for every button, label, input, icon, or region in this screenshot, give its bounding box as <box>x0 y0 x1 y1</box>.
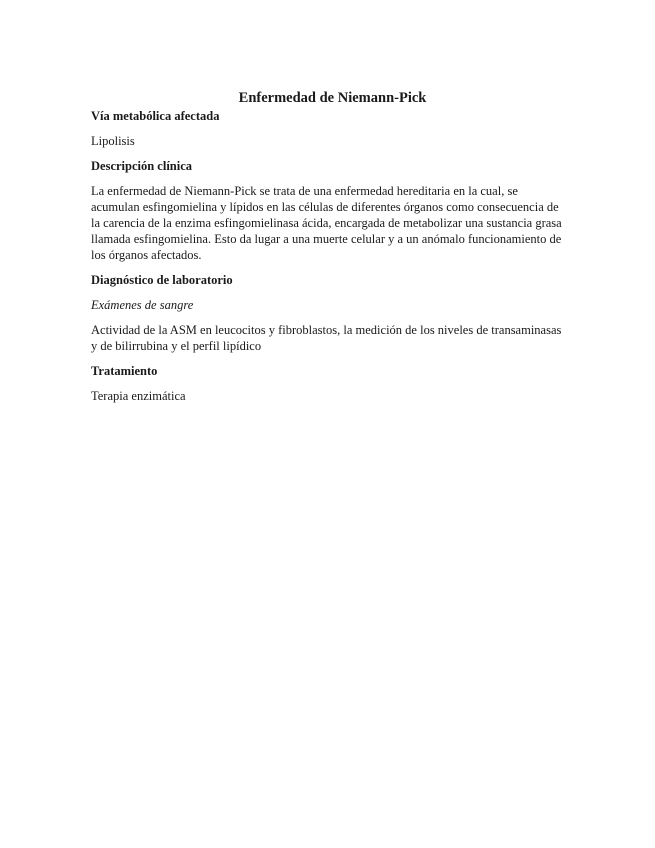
section-body-metabolic-pathway: Lipolisis <box>91 134 135 148</box>
section-body-clinical-description: La enfermedad de Niemann-Pick se trata de una enfermedad hereditaria en la cual, se acumulan esfingomielina y lípidos en las células de diferentes órganos como consecuencia de la carencia de la enzima esfingomielinasa ácida, encargada de metabolizar una sustancia grasa llamada esfingomielina. Esto da lugar a una muerte celular y a un anómalo funcionamiento de los órganos afectados. <box>91 184 562 262</box>
section-heading-metabolic-pathway: Vía metabólica afectada <box>91 109 220 123</box>
section-heading-clinical-description: Descripción clínica <box>91 159 193 173</box>
section-subheading-blood-tests: Exámenes de sangre <box>91 298 194 312</box>
document-title: Enfermedad de Niemann-Pick <box>238 90 427 106</box>
section-heading-lab-diagnosis: Diagnóstico de laboratorio <box>91 273 233 287</box>
section-heading-treatment: Tratamiento <box>91 364 158 378</box>
section-body-lab-diagnosis: Actividad de la ASM en leucocitos y fibroblastos, la medición de los niveles de transaminasas y de bilirrubina y el perfil lipídico <box>91 323 562 353</box>
section-body-treatment: Terapia enzimática <box>91 389 186 403</box>
document-content <box>91 89 566 404</box>
